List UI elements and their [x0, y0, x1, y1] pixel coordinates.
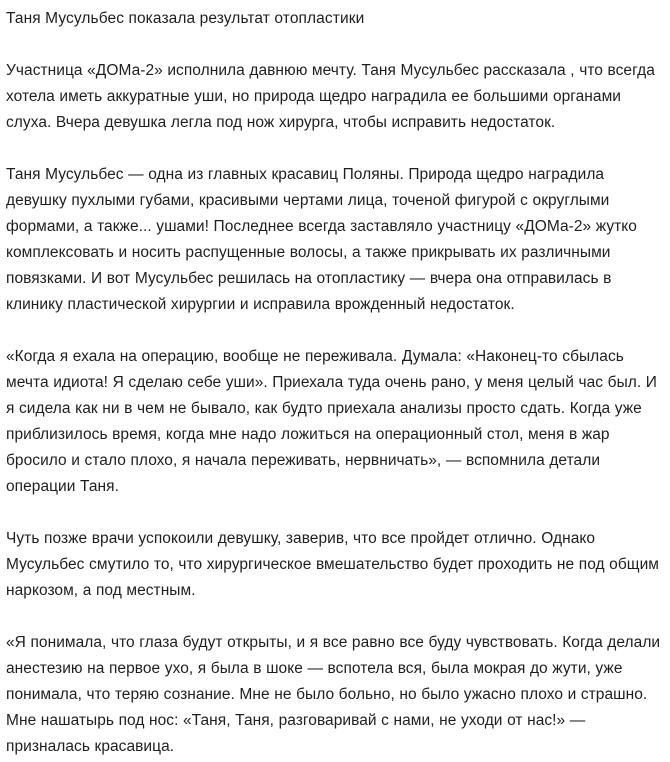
- title-body-spacer: [6, 32, 664, 58]
- article-paragraph: «Я понимала, что глаза будут открыты, и я все равно все буду чувствовать. Когда делали анестезию на первое ухо, я была в шоке — вспотела вся, была мокрая до жути, уже понимала, что теряю сознание. Мне не было больно, но было ужасно плохо и страшно. Мне нашатырь под нос: «Таня, Таня, разговаривай с нами, не уходи от нас!» — призналась красавица.: [6, 634, 661, 755]
- article-paragraph: «Когда я ехала на операцию, вообще не переживала. Думала: «Наконец-то сбылась мечта идиота! Я сделаю себе уши». Приехала туда очень рано, у меня целый час был. И я сидела как ни в чем не бывало, как будто приехала анализы просто сдать. Когда уже приблизилось время, когда мне надо ложиться на операционный стол, меня в жар бросило и стало плохо, я начала переживать, нервничать», — вспомнила детали операции Таня.: [6, 348, 657, 495]
- article-paragraph: Участница «ДОМа-2» исполнила давнюю мечту. Таня Мусульбес рассказала , что всегда хотела иметь аккуратные уши, но природа щедро наградила ее большими органами слуха. Вчера девушка легла под нож хирурга, чтобы исправить недостаток.: [6, 62, 655, 131]
- article-paragraph: Чуть позже врачи успокоили девушку, заверив, что все пройдет отлично. Однако Мусульбес смутило то, что хирургическое вмешательство будет проходить не под общим наркозом, а под местным.: [6, 530, 659, 599]
- page-title: Таня Мусульбес показала результат отопластики: [6, 10, 365, 27]
- article-body: [6, 58, 664, 760]
- article-paragraph: Таня Мусульбес — одна из главных красавиц Поляны. Природа щедро наградила девушку пухлыми губами, красивыми чертами лица, точеной фигурой с округлыми формами, а также... ушами! Последнее всегда заставляло участницу «ДОМа-2» жутко комплексовать и носить распущенные волосы, а также прикрывать их различными повязками. И вот Мусульбес решилась на отопластику — вчера она отправилась в клинику пластической хирургии и исправила врожденный недостаток.: [6, 166, 637, 313]
